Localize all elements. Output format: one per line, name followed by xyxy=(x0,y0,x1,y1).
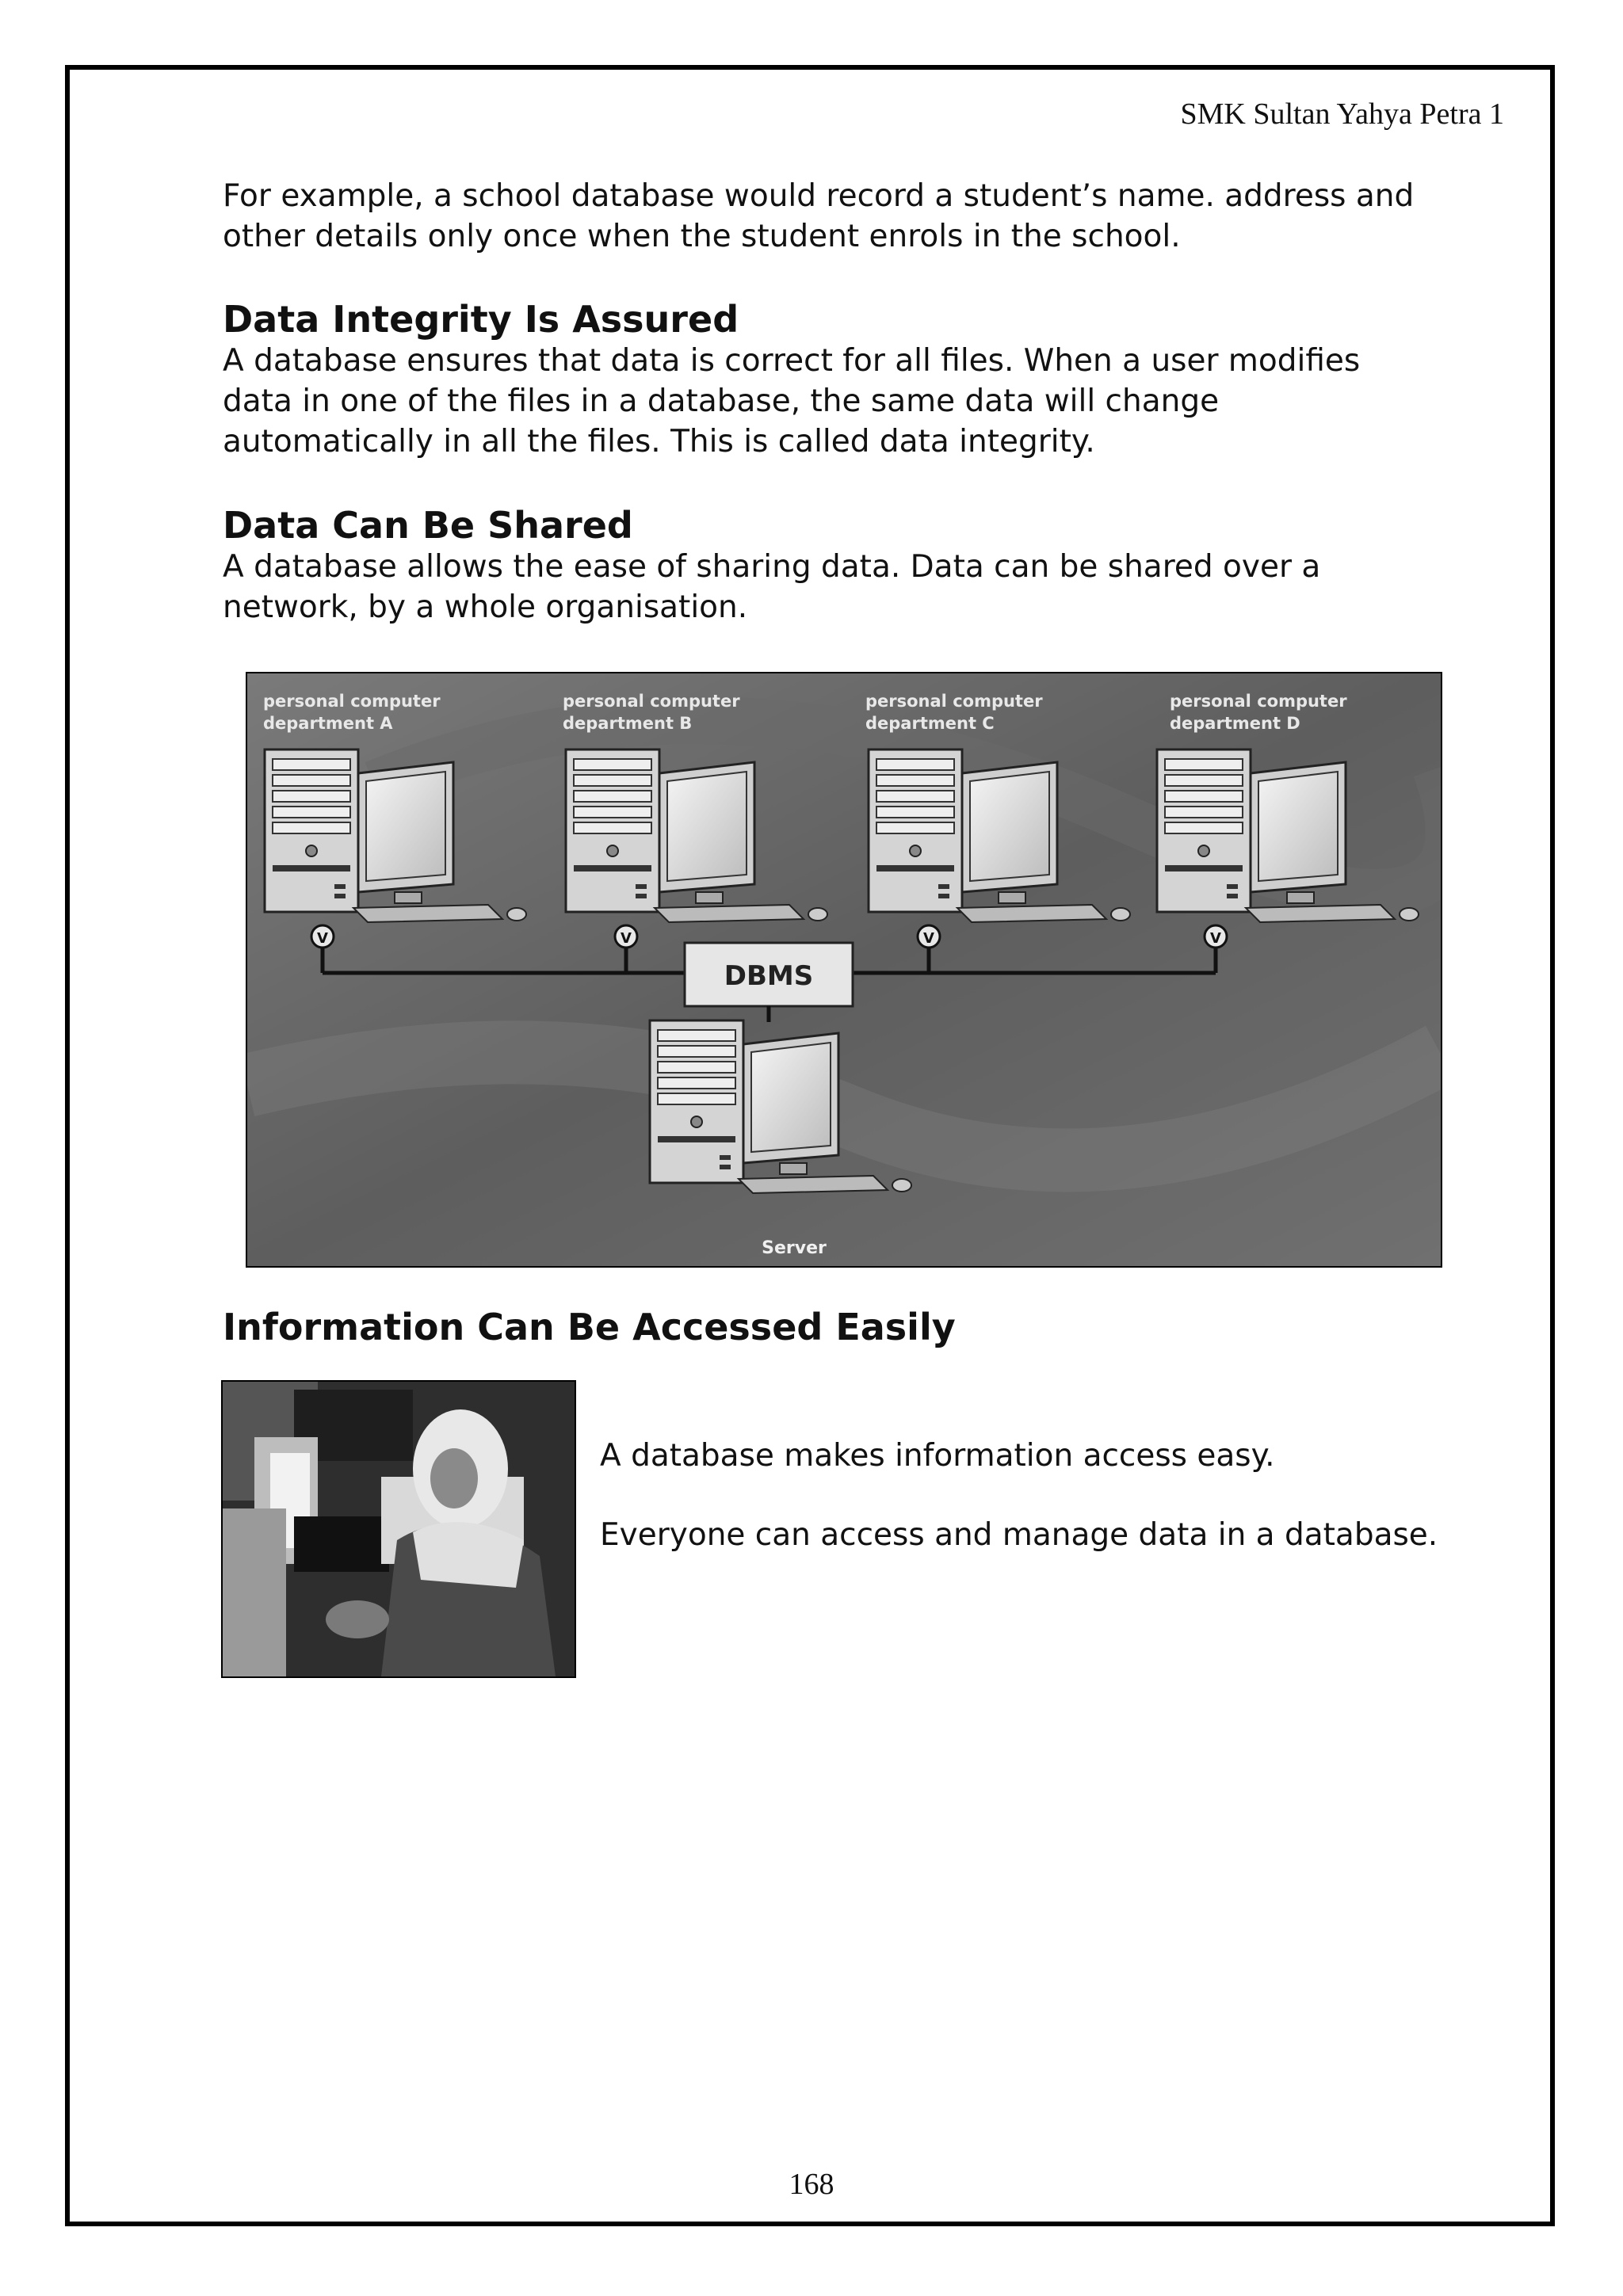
network-diagram-svg xyxy=(247,673,1441,1266)
page-header: SMK Sultan Yahya Petra 1 xyxy=(1180,97,1504,131)
access-text-2: Everyone can access and manage data in a database. xyxy=(600,1517,1438,1553)
intro-paragraph xyxy=(223,176,1507,257)
section-access xyxy=(223,1306,1507,1348)
student-photo xyxy=(221,1380,576,1678)
integrity-line-3: automatically in all the files. This is called data integrity. xyxy=(223,424,1095,460)
section-heading: Data Can Be Shared xyxy=(223,504,633,547)
connector-v: V xyxy=(317,930,328,947)
intro-line-1: For example, a school database would record a student’s name. address and xyxy=(223,178,1415,214)
access-text-1-block xyxy=(600,1436,1472,1476)
section-heading: Data Integrity Is Assured xyxy=(223,298,739,341)
student-photo-svg xyxy=(223,1382,575,1676)
computer-a-label-1: personal computer xyxy=(263,692,441,711)
computer-d-label-2: department D xyxy=(1170,714,1300,733)
section-shared xyxy=(223,504,1507,627)
section-integrity xyxy=(223,298,1507,462)
computer-c-label-2: department C xyxy=(865,714,995,733)
connector-v: V xyxy=(621,930,632,947)
integrity-line-2: data in one of the files in a database, the same data will change xyxy=(223,383,1220,419)
page-number: 168 xyxy=(789,2168,834,2201)
network-diagram xyxy=(246,672,1442,1268)
section-heading: Information Can Be Accessed Easily xyxy=(223,1306,956,1348)
server-label: Server xyxy=(762,1238,827,1258)
connector-v: V xyxy=(1210,930,1221,947)
computer-b-label-2: department B xyxy=(563,714,693,733)
connector-v: V xyxy=(923,930,934,947)
access-text-2-block xyxy=(600,1515,1472,1555)
access-text-1: A database makes information access easy. xyxy=(600,1438,1275,1474)
computer-d-label-1: personal computer xyxy=(1170,692,1347,711)
dbms-label: DBMS xyxy=(724,960,814,992)
integrity-line-1: A database ensures that data is correct for all files. When a user modifies xyxy=(223,343,1361,379)
dbms-box xyxy=(685,943,853,1006)
computer-c-label-1: personal computer xyxy=(865,692,1043,711)
shared-line-2: network, by a whole organisation. xyxy=(223,589,748,625)
computer-b-label-1: personal computer xyxy=(563,692,740,711)
shared-line-1: A database allows the ease of sharing data. Data can be shared over a xyxy=(223,549,1321,585)
intro-line-2: other details only once when the student enrols in the school. xyxy=(223,219,1181,254)
computer-a-label-2: department A xyxy=(263,714,393,733)
